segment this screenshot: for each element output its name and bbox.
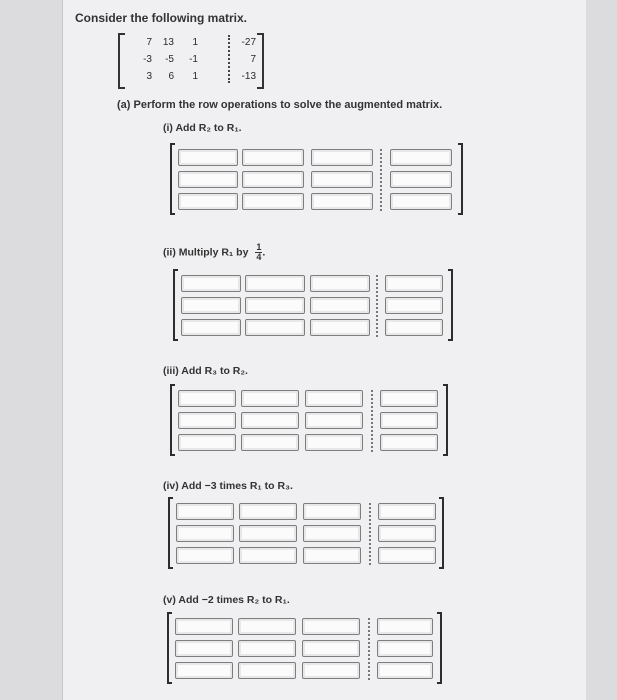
- answer-input[interactable]: [178, 149, 238, 166]
- given-augmented-matrix: [118, 33, 264, 87]
- answer-input[interactable]: [377, 618, 433, 635]
- augment-separator: [376, 275, 378, 337]
- step-3-answer-matrix: [170, 384, 448, 456]
- answer-input[interactable]: [302, 618, 360, 635]
- answer-input[interactable]: [245, 275, 305, 292]
- answer-input[interactable]: [245, 297, 305, 314]
- answer-input[interactable]: [310, 297, 370, 314]
- answer-input[interactable]: [377, 662, 433, 679]
- matrix-entry: 7: [250, 54, 256, 65]
- right-bracket: [439, 497, 444, 569]
- problem-prompt: Consider the following matrix.: [75, 11, 248, 25]
- step-1-label: (i) Add R₂ to R₁.: [163, 122, 242, 134]
- answer-input[interactable]: [242, 171, 304, 188]
- step-2-label: [163, 243, 265, 262]
- answer-input[interactable]: [178, 171, 238, 188]
- right-bracket: [437, 612, 442, 684]
- augment-separator: [368, 618, 370, 680]
- answer-input[interactable]: [385, 319, 443, 336]
- left-bracket: [168, 497, 173, 569]
- answer-input[interactable]: [311, 171, 373, 188]
- answer-input[interactable]: [378, 525, 436, 542]
- answer-input[interactable]: [239, 503, 297, 520]
- left-bracket: [173, 269, 178, 341]
- step-2-text: (ii) Multiply R₁ by: [163, 246, 249, 259]
- answer-input[interactable]: [378, 503, 436, 520]
- step-2-suffix: .: [262, 246, 266, 259]
- answer-input[interactable]: [242, 193, 304, 210]
- step-5-answer-matrix: [167, 612, 442, 684]
- answer-input[interactable]: [181, 275, 241, 292]
- answer-input[interactable]: [377, 640, 433, 657]
- answer-input[interactable]: [305, 434, 363, 451]
- matrix-entry: -1: [189, 54, 198, 65]
- answer-input[interactable]: [178, 412, 236, 429]
- answer-input[interactable]: [238, 618, 296, 635]
- answer-input[interactable]: [380, 390, 438, 407]
- matrix-entry: -5: [165, 54, 174, 65]
- answer-input[interactable]: [310, 275, 370, 292]
- answer-input[interactable]: [390, 149, 452, 166]
- step-4-answer-matrix: [168, 497, 444, 569]
- answer-input[interactable]: [239, 525, 297, 542]
- answer-input[interactable]: [176, 503, 234, 520]
- answer-input[interactable]: [380, 434, 438, 451]
- answer-input[interactable]: [302, 662, 360, 679]
- left-bracket: [167, 612, 172, 684]
- answer-input[interactable]: [303, 547, 361, 564]
- answer-input[interactable]: [178, 434, 236, 451]
- answer-input[interactable]: [238, 662, 296, 679]
- step-3-label: (iii) Add R₃ to R₂.: [163, 365, 248, 377]
- answer-input[interactable]: [176, 547, 234, 564]
- answer-input[interactable]: [181, 319, 241, 336]
- answer-input[interactable]: [175, 662, 233, 679]
- answer-input[interactable]: [311, 193, 373, 210]
- answer-input[interactable]: [181, 297, 241, 314]
- matrix-entry: 13: [162, 37, 174, 48]
- left-bracket: [118, 33, 125, 89]
- answer-input[interactable]: [390, 171, 452, 188]
- answer-input[interactable]: [241, 412, 299, 429]
- step-1-answer-matrix: [170, 143, 463, 215]
- step-4-label: (iv) Add −3 times R₁ to R₃.: [163, 480, 293, 492]
- answer-input[interactable]: [245, 319, 305, 336]
- matrix-entry: 3: [146, 71, 152, 82]
- answer-input[interactable]: [238, 640, 296, 657]
- right-bracket: [443, 384, 448, 456]
- step-2-answer-matrix: [173, 269, 453, 341]
- answer-input[interactable]: [305, 412, 363, 429]
- left-bracket: [170, 143, 175, 215]
- answer-input[interactable]: [390, 193, 452, 210]
- augment-separator: [228, 35, 230, 83]
- answer-input[interactable]: [380, 412, 438, 429]
- answer-input[interactable]: [385, 275, 443, 292]
- answer-input[interactable]: [239, 547, 297, 564]
- augment-separator: [369, 503, 371, 565]
- right-bracket: [458, 143, 463, 215]
- answer-input[interactable]: [175, 640, 233, 657]
- answer-input[interactable]: [241, 390, 299, 407]
- answer-input[interactable]: [178, 390, 236, 407]
- augment-separator: [371, 390, 373, 452]
- answer-input[interactable]: [302, 640, 360, 657]
- part-a-instruction: (a) Perform the row operations to solve the augmented matrix.: [117, 99, 443, 111]
- fraction-denominator: 4: [256, 252, 262, 262]
- answer-input[interactable]: [241, 434, 299, 451]
- answer-input[interactable]: [303, 503, 361, 520]
- answer-input[interactable]: [303, 525, 361, 542]
- answer-input[interactable]: [311, 149, 373, 166]
- answer-input[interactable]: [310, 319, 370, 336]
- fraction-numerator: 1: [256, 242, 262, 252]
- matrix-entry: -13: [241, 71, 256, 82]
- left-bracket: [170, 384, 175, 456]
- matrix-entry: 1: [192, 37, 198, 48]
- answer-input[interactable]: [178, 193, 238, 210]
- answer-input[interactable]: [305, 390, 363, 407]
- matrix-entry: 6: [168, 71, 174, 82]
- matrix-entry: -3: [143, 54, 152, 65]
- right-bracket: [257, 33, 264, 89]
- right-bracket: [448, 269, 453, 341]
- matrix-entry: -27: [241, 37, 256, 48]
- answer-input[interactable]: [176, 525, 234, 542]
- matrix-entry: 1: [192, 71, 198, 82]
- step-5-label: (v) Add −2 times R₂ to R₁.: [163, 594, 290, 606]
- answer-input[interactable]: [175, 618, 233, 635]
- answer-input[interactable]: [242, 149, 304, 166]
- augment-separator: [380, 149, 382, 211]
- answer-input[interactable]: [385, 297, 443, 314]
- answer-input[interactable]: [378, 547, 436, 564]
- matrix-entry: 7: [146, 37, 152, 48]
